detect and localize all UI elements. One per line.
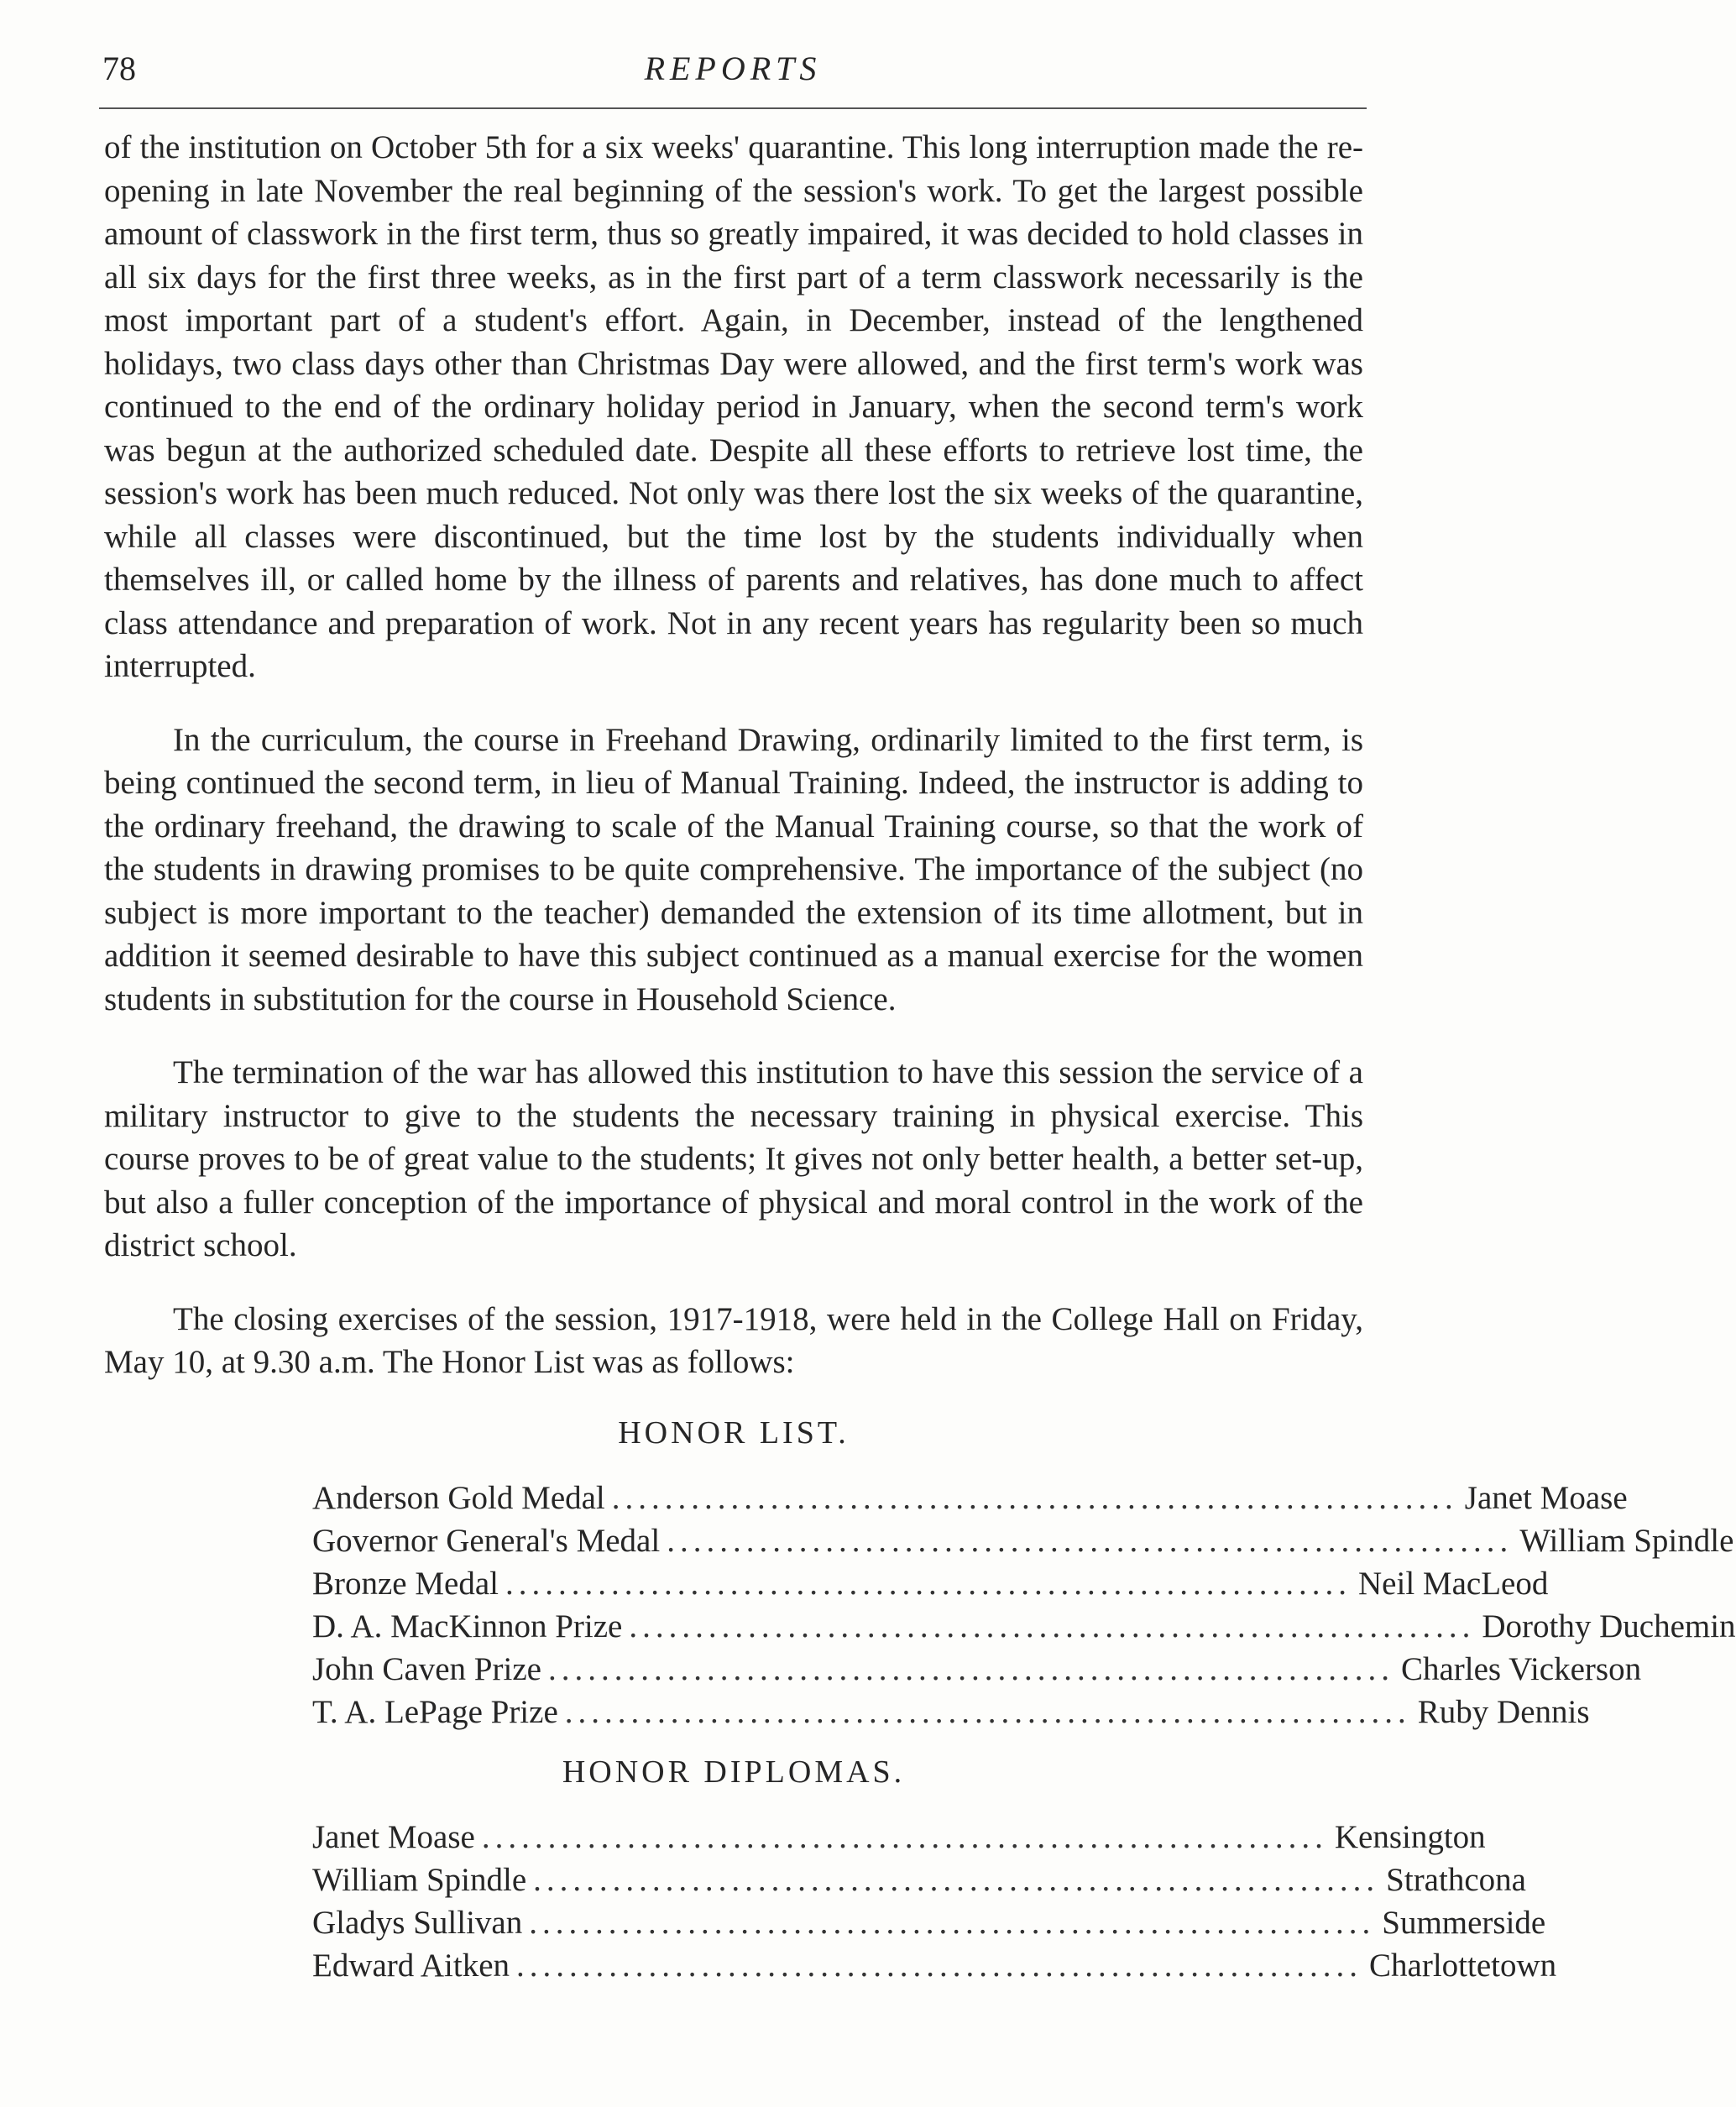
- award-recipient: Charles Vickerson: [1400, 1650, 1642, 1687]
- diploma-place: Summerside: [1382, 1904, 1546, 1941]
- leader-dots: ................................................................: [629, 1608, 1476, 1644]
- award-name: Governor General's Medal: [312, 1522, 661, 1559]
- honor-list-row: [312, 1477, 1628, 1519]
- award-name: John Caven Prize: [312, 1650, 541, 1687]
- honor-list-row: [312, 1519, 1734, 1562]
- leader-dots: ................................................................: [611, 1479, 1458, 1516]
- diploma-name: Gladys Sullivan: [312, 1904, 523, 1941]
- leader-dots: ................................................................: [667, 1522, 1514, 1559]
- award-recipient: Dorothy Duchemin: [1482, 1608, 1736, 1644]
- award-name: T. A. LePage Prize: [312, 1693, 558, 1730]
- honor-list: [312, 1477, 1736, 1733]
- paragraph-quarantine: of the institution on October 5th for a six weeks' quarantine. This long interruption made the re-opening in late November the real beginning of the session's work. To get the largest possible amount of classwork in the first term, thus so greatly impaired, it was decided to hold classes in all six days for the first three weeks, as in the first part of a term classwork necessarily is the most important part of a student's effort. Again, in December, instead of the lengthened holidays, two class days other than Christmas Day were allowed, and the first term's work was continued to the end of the ordinary holiday period in January, when the second term's work was begun at the authorized scheduled date. Despite all these efforts to retrieve lost time, the session's work has been much reduced. Not only was there lost the six weeks of the quarantine, while all classes were discontinued, but the time lost by the students individually when themselves ill, or called home by the illness of parents and relatives, has done much to affect class attendance and preparation of work. Not in any recent years has regularity been so much interrupted.: [104, 129, 1363, 684]
- diploma-name: William Spindle: [312, 1861, 527, 1898]
- honor-diplomas-heading: HONOR DIPLOMAS.: [562, 1754, 906, 1790]
- leader-dots: ................................................................: [564, 1693, 1411, 1730]
- diploma-row: [312, 1944, 1557, 1987]
- leader-dots: ................................................................: [529, 1904, 1376, 1941]
- honor-list-row: [312, 1605, 1736, 1648]
- award-recipient: Ruby Dennis: [1417, 1693, 1590, 1730]
- honor-list-row: [312, 1648, 1642, 1691]
- award-name: D. A. MacKinnon Prize: [312, 1608, 623, 1644]
- diploma-row: [312, 1901, 1546, 1944]
- diploma-row: [312, 1859, 1526, 1901]
- paragraph-curriculum: In the curriculum, the course in Freehand Drawing, ordinarily limited to the first term, is being continued the second term, in lieu of Manual Training. Indeed, the instructor is adding to the ordinary freehand, the drawing to scale of the Manual Training course, so that the work of the students in drawing promises to be quite comprehensive. The importance of the subject (no subject is more important to the teacher) demanded the extension of its time allotment, but in addition it seemed desirable to have this subject continued as a manual exercise for the women students in substitution for the course in Household Science.: [104, 721, 1363, 1017]
- honor-list-row: [312, 1562, 1549, 1605]
- diploma-place: Strathcona: [1386, 1861, 1526, 1898]
- leader-dots: ................................................................: [505, 1565, 1352, 1602]
- diploma-row: [312, 1816, 1486, 1859]
- leader-dots: ................................................................: [516, 1947, 1363, 1984]
- award-name: Anderson Gold Medal: [312, 1479, 605, 1516]
- paragraph-closing-exercises: The closing exercises of the session, 1917-1918, were held in the College Hall on Friday, May 10, at 9.30 a.m. The Honor List was as follows:: [104, 1300, 1363, 1380]
- award-recipient: Neil MacLeod: [1358, 1565, 1549, 1602]
- diploma-place: Charlottetown: [1369, 1947, 1557, 1984]
- diploma-name: Janet Moase: [312, 1818, 475, 1855]
- leader-dots: ................................................................: [481, 1818, 1328, 1855]
- diploma-name: Edward Aitken: [312, 1947, 510, 1984]
- body-text: [104, 126, 1736, 1987]
- award-recipient: Janet Moase: [1464, 1479, 1628, 1516]
- honor-diplomas-list: [312, 1816, 1557, 1987]
- award-name: Bronze Medal: [312, 1565, 499, 1602]
- honor-list-heading: HONOR LIST.: [618, 1414, 850, 1451]
- page-number: 78: [102, 50, 136, 87]
- diploma-place: Kensington: [1334, 1818, 1486, 1855]
- honor-list-row: [312, 1691, 1590, 1733]
- award-recipient: William Spindle: [1519, 1522, 1734, 1559]
- page-header: [99, 49, 1367, 109]
- paragraph-military-instructor: The termination of the war has allowed this institution to have this session the service of a military instructor to give to the students the necessary training in physical exercise. This course proves to be of great value to the students; It gives not only better health, a better set-up, but also a fuller conception of the importance of physical and moral control in the work of the district school.: [104, 1054, 1363, 1263]
- running-title: REPORTS: [644, 50, 822, 87]
- leader-dots: ................................................................: [547, 1650, 1394, 1687]
- leader-dots: ................................................................: [533, 1861, 1380, 1898]
